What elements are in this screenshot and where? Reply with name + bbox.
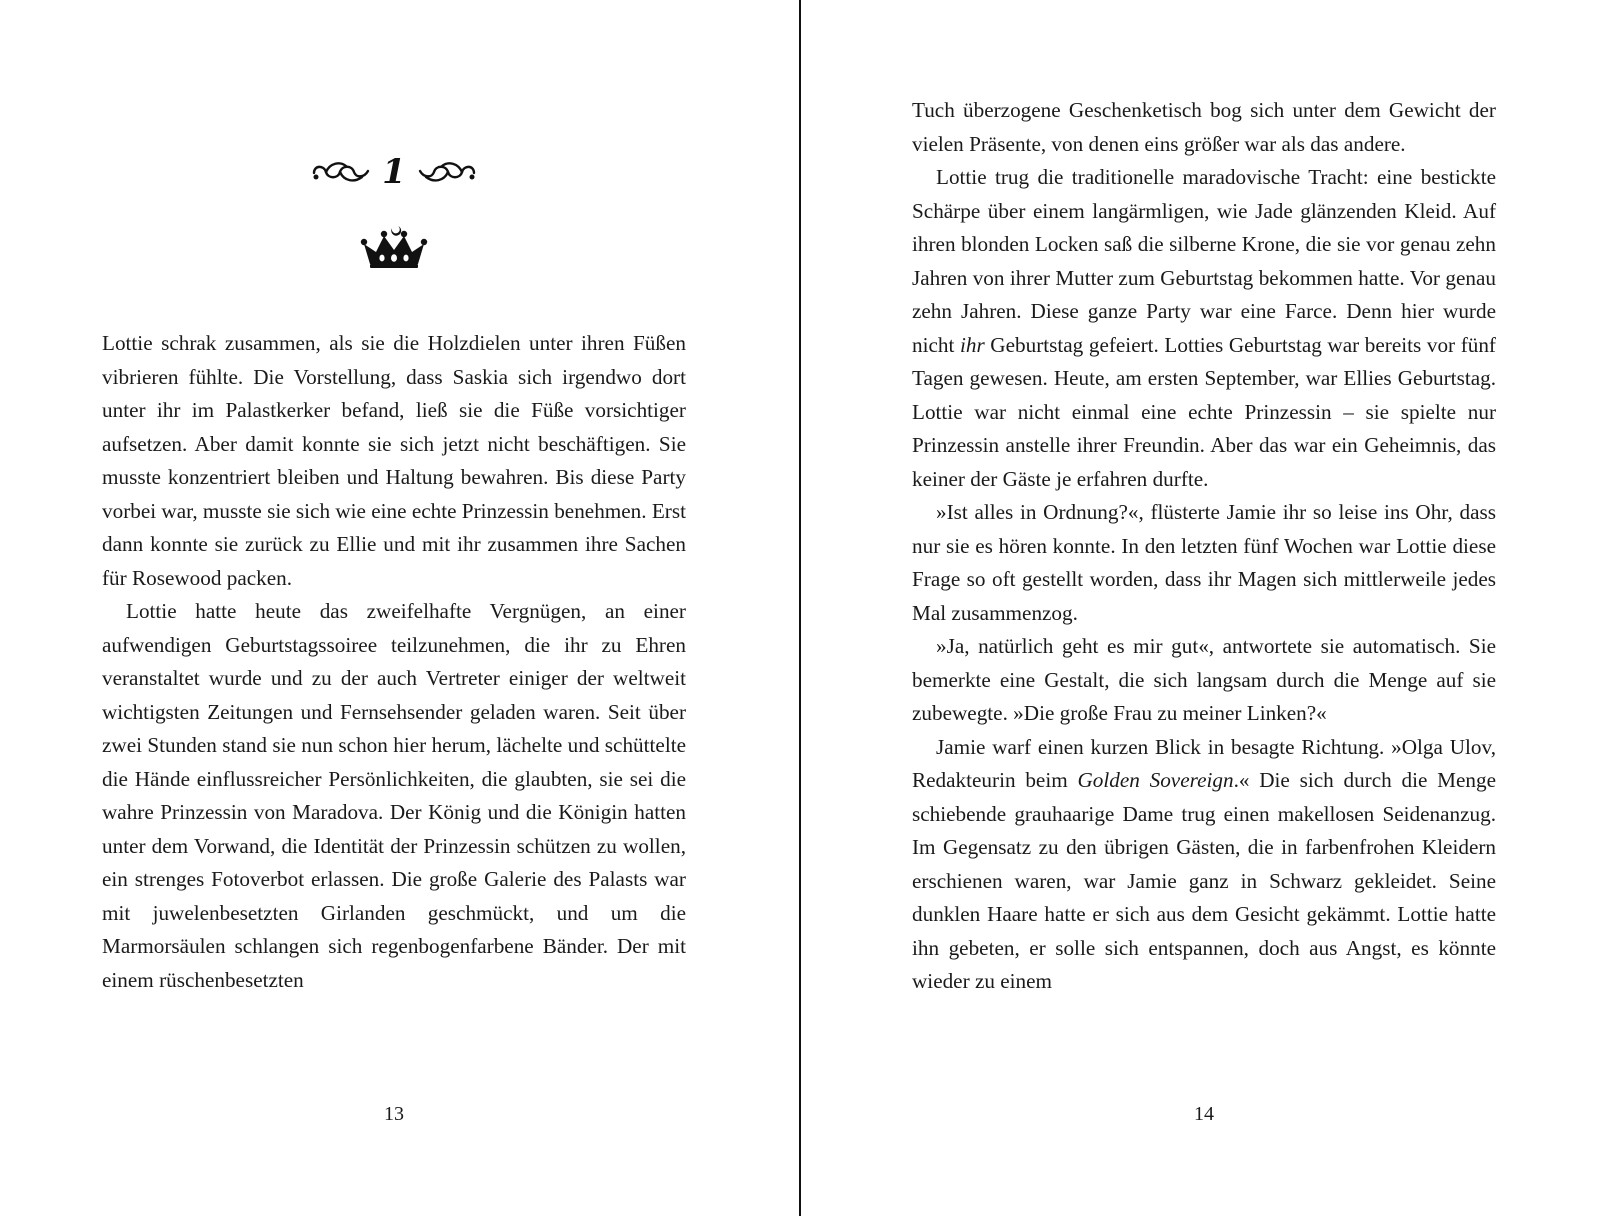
- paragraph: Lottie schrak zusammen, als sie die Holzdielen unter ihren Füßen vibrieren fühlte. Die Vorstellung, dass Saskia sich irgendwo dort unter ihr im Palastkerker befand, ließ sie die Füße vorsichtiger aufsetzen. Aber damit konnte sie sich jetzt nicht beschäftigen. Sie musste konzentriert bleiben und Haltung bewahren. Bis diese Party vorbei war, musste sie sich wie eine echte Prinzessin benehmen. Erst dann konnte sie zurück zu Ellie und mit ihr zusammen ihre Sachen für Rosewood packen.: [102, 331, 686, 590]
- flourish-icon: [310, 157, 372, 187]
- page-number: 14: [1194, 1103, 1214, 1125]
- chapter-number: 1: [382, 152, 406, 192]
- paragraph: [912, 94, 1496, 161]
- paragraph-text: »Ja, natürlich geht es mir gut«, antwortete sie automatisch. Sie bemerkte eine Gestalt, die sich langsam durch die Menge auf sie zubewegte. »Die große Frau zu meiner Linken?«: [912, 634, 1496, 725]
- chapter-ornament-row: [102, 150, 686, 194]
- emphasis-text: Golden Sovereign: [1077, 768, 1234, 792]
- page-number: 13: [384, 1103, 404, 1125]
- emphasis-text: ihr: [959, 332, 985, 357]
- paragraph-text: .« Die sich durch die Menge schiebende grauhaarige Dame trug einen makellosen Seidenanzug. Im Gegensatz zu den übrigen Gästen, die in farbenfrohen Kleidern erschienen waren, war Jamie ganz in Schwarz gekleidet. Seine dunklen Haare hatte er sich aus dem Gesicht gekämmt. Lottie hatte ihn gebeten, er solle sich entspannen, doch aus Angst, es könnte wieder zu einem: [912, 768, 1497, 993]
- paragraph: [912, 731, 1496, 999]
- right-page-text: [912, 94, 1496, 999]
- left-page-text: [102, 327, 686, 997]
- paragraph-text: Geburtstag gefeiert. Lotties Geburtstag war bereits vor fünf Tagen gewesen. Heute, am ersten September, war Ellies Geburtstag. Lottie war nicht einmal eine echte Prinzessin – sie spielte nur Prinzessin anstelle ihrer Freundin. Aber das war ein Geheimnis, das keiner der Gäste je erfahren durfte.: [912, 332, 1496, 491]
- paragraph-text: Tuch überzogene Geschenketisch bog sich unter dem Gewicht der vielen Präsente, von denen eins größer war als das andere.: [912, 98, 1496, 156]
- left-page: [102, 0, 686, 1216]
- right-page: [912, 0, 1496, 1216]
- paragraph-text: Lottie trug die traditionelle maradovische Tracht: eine bestickte Schärpe über einem langärmligen, wie Jade glänzenden Kleid. Auf ihren blonden Locken saß die silberne Krone, die sie vor genau zehn Jahren von ihrer Mutter zum Geburtstag bekommen hatte. Vor genau zehn Jahren. Diese ganze Party war eine Farce. Denn hier wurde nicht: [912, 165, 1496, 357]
- page-gutter-divider: [799, 0, 801, 1216]
- paragraph: [912, 161, 1496, 496]
- flourish-icon: [416, 157, 478, 187]
- paragraph-text: Jamie warf einen kurzen Blick in besagte Richtung. »Olga Ulov, Redakteurin beim: [912, 734, 1496, 792]
- paragraph: [912, 496, 1496, 630]
- crown-icon: [358, 222, 430, 270]
- paragraph: [912, 630, 1496, 731]
- chapter-heading: [102, 150, 686, 270]
- paragraph: Lottie hatte heute das zweifelhafte Vergnügen, an einer aufwendigen Geburtstagssoiree teilzunehmen, die ihr zu Ehren veranstaltet wurde und zu der auch Vertreter einiger der weltweit wichtigsten Zeitungen und Fernsehsender geladen waren. Seit über zwei Stunden stand sie nun schon hier herum, lächelte und schüttelte die Hände einflussreicher Persönlichkeiten, die glaubten, sie sei die wahre Prinzessin von Maradova. Der König und die Königin hatten unter dem Vorwand, die Identität der Prinzessin schützen zu wollen, ein strenges Fotoverbot erlassen. Die große Galerie des Palasts war mit juwelenbesetzten Girlanden geschmückt, und um die Marmorsäulen schlangen sich regenbogenfarbene Bänder. Der mit einem rüschenbesetzten: [102, 599, 686, 992]
- paragraph-text: »Ist alles in Ordnung?«, flüsterte Jamie ihr so leise ins Ohr, dass nur sie es hören konnte. In den letzten fünf Wochen war Lottie diese Frage so oft gestellt worden, dass ihr Magen sich mittlerweile jedes Mal zusammenzog.: [912, 500, 1496, 625]
